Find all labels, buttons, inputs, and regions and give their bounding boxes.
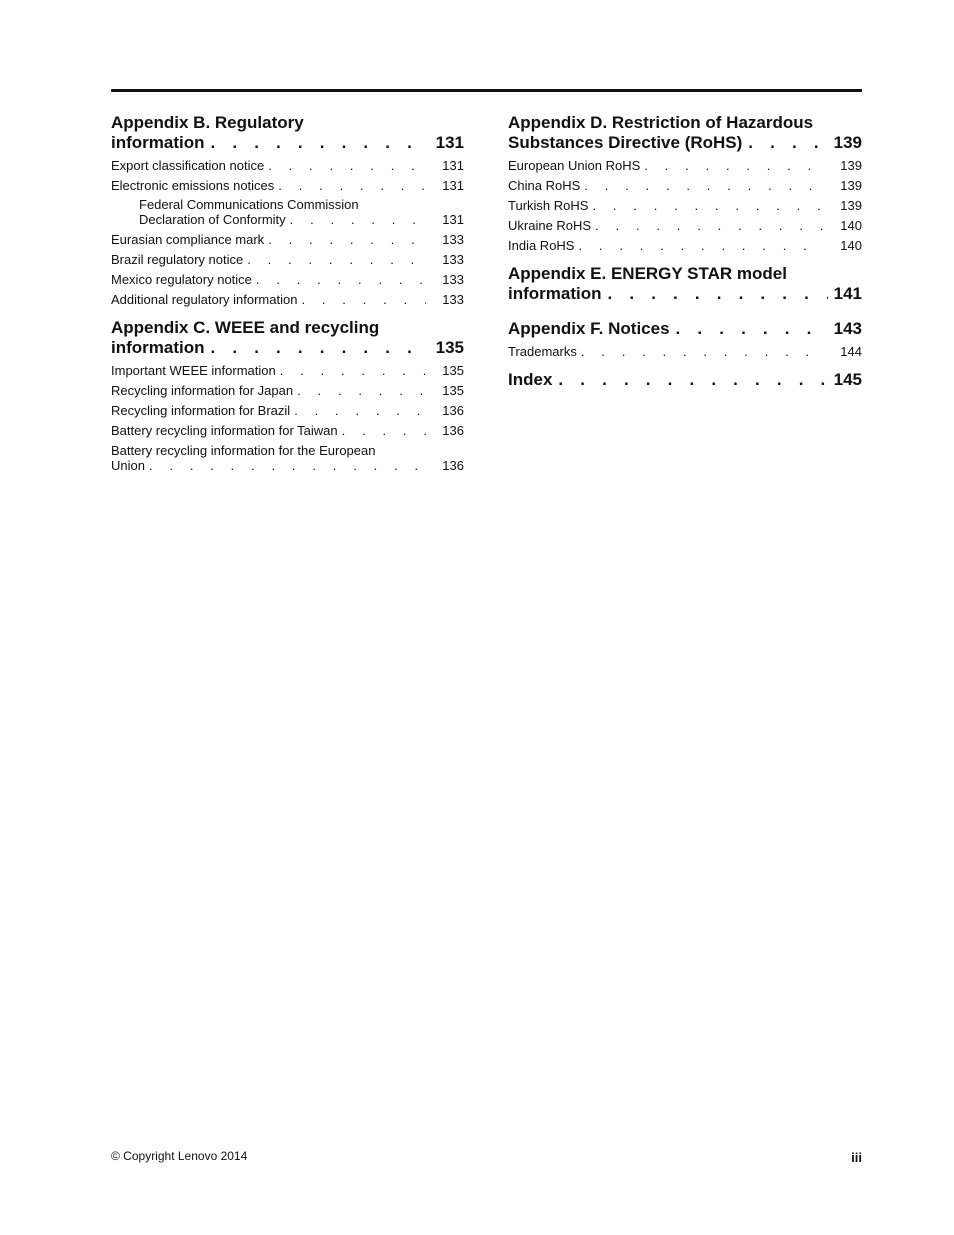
entry-page-number: 133 [442,272,464,287]
dot-leader [742,133,828,153]
toc-entry[interactable] [111,272,464,287]
toc-entry[interactable] [111,292,464,307]
entry-page-number: 139 [840,178,862,193]
entry-page-number: 144 [840,344,862,359]
toc-entry[interactable] [111,403,464,418]
toc-entry[interactable] [111,232,464,247]
entry-page-number: 140 [840,238,862,253]
section-title-line: Appendix C. WEEE and recycling [111,318,380,337]
toc-entry[interactable] [111,178,464,193]
section-title-row [111,338,464,358]
entry-page-number: 133 [442,232,464,247]
section-heading[interactable] [508,370,862,390]
toc-section [111,113,464,307]
entry-title-text: Additional regulatory information [111,292,298,307]
toc-entry[interactable] [508,158,862,173]
entry-title-row [111,232,464,247]
toc-entry[interactable] [111,363,464,378]
dot-leader [205,338,431,358]
entry-title-text: Union [111,458,145,473]
section-heading[interactable] [508,264,862,304]
entry-title-row [111,158,464,173]
section-title-row [508,319,862,339]
section-heading[interactable] [111,318,464,358]
entry-title-row [111,363,464,378]
entry-title-text: Turkish RoHS [508,198,589,213]
toc-entry[interactable] [111,197,464,227]
toc-entry[interactable] [111,252,464,267]
entry-title-row [111,383,464,398]
entry-page-number: 139 [840,158,862,173]
section-heading[interactable] [508,113,862,153]
dot-leader [588,198,824,213]
section-title-line: Appendix B. Regulatory [111,113,304,132]
section-title-text: Appendix F. Notices [508,319,670,338]
dot-leader [552,370,828,390]
dot-leader [293,383,426,398]
entry-title-row [508,218,862,233]
entry-title-row [111,403,464,418]
section-page-number: 139 [833,133,862,152]
entry-title-text: Electronic emissions notices [111,178,275,193]
entry-page-number: 131 [442,178,464,193]
section-title-row [508,284,862,304]
toc-entry[interactable] [508,218,862,233]
entry-page-number: 136 [442,403,464,418]
section-page-number: 141 [833,284,862,303]
dot-leader [205,133,431,153]
section-title-row [508,370,862,390]
entry-title-row [111,178,464,193]
entry-title-row [508,344,862,359]
toc-entry[interactable] [508,198,862,213]
dot-leader [577,344,824,359]
section-title-text: information [111,338,205,357]
entry-title-text: Mexico regulatory notice [111,272,252,287]
toc-entry[interactable] [508,178,862,193]
dot-leader [574,238,824,253]
toc-entry[interactable] [508,344,862,359]
entry-title-row [508,198,862,213]
entry-title-text: Battery recycling information for Taiwan [111,423,338,438]
entry-title-row [111,272,464,287]
section-title-row [508,133,862,153]
section-page-number: 131 [435,133,464,152]
toc-section [508,370,862,390]
dot-leader [286,212,426,227]
entry-title-text: Export classification notice [111,158,265,173]
entry-page-number: 140 [840,218,862,233]
section-title-text: Index [508,370,553,389]
toc-entry[interactable] [508,238,862,253]
entry-page-number: 133 [442,252,464,267]
section-title-row [111,133,464,153]
entry-title-text: India RoHS [508,238,575,253]
dot-leader [591,218,824,233]
toc-right-column [508,113,862,405]
dot-leader [670,319,828,339]
entry-title-row [111,252,464,267]
dot-leader [602,284,829,304]
section-page-number: 135 [435,338,464,357]
entry-page-number: 139 [840,198,862,213]
entry-title-row [111,292,464,307]
toc-entry[interactable] [111,158,464,173]
entry-title-text: China RoHS [508,178,581,193]
dot-leader [580,178,824,193]
entry-title-text: Recycling information for Japan [111,383,294,398]
entry-page-number: 136 [442,423,464,438]
entry-title-row [508,178,862,193]
section-title-text: information [111,133,205,152]
entry-title-text: Recycling information for Brazil [111,403,291,418]
entry-page-number: 131 [442,212,464,227]
entry-page-number: 135 [442,383,464,398]
toc-section [508,113,862,253]
dot-leader [297,292,426,307]
entry-page-number: 136 [442,458,464,473]
toc-left-column [111,113,464,484]
section-heading[interactable] [111,113,464,153]
dot-leader [145,458,426,473]
top-rule [111,89,862,92]
dot-leader [338,423,426,438]
entry-title-text: European Union RoHS [508,158,641,173]
entry-title-text: Declaration of Conformity [139,212,286,227]
copyright-notice: © Copyright Lenovo 2014 [111,1149,248,1163]
entry-title-text: Eurasian compliance mark [111,232,265,247]
dot-leader [640,158,824,173]
dot-leader [290,403,426,418]
section-title-line: Appendix E. ENERGY STAR model [508,264,787,283]
entry-page-number: 133 [442,292,464,307]
entry-title-text: Brazil regulatory notice [111,252,244,267]
entry-title-row [139,212,464,227]
toc-entry[interactable] [111,443,464,473]
dot-leader [276,363,426,378]
dot-leader [264,232,426,247]
section-title-line: Appendix D. Restriction of Hazardous [508,113,814,132]
section-heading[interactable] [508,319,862,339]
entry-title-line: Battery recycling information for the European [111,443,376,458]
section-title-text: Substances Directive (RoHS) [508,133,743,152]
entry-title-text: Important WEEE information [111,363,276,378]
toc-section [111,318,464,473]
toc-section [508,319,862,359]
entry-title-row [508,238,862,253]
dot-leader [252,272,426,287]
dot-leader [243,252,426,267]
entry-title-row [111,423,464,438]
entry-title-text: Ukraine RoHS [508,218,592,233]
page-number: iii [851,1150,862,1165]
section-page-number: 145 [833,370,862,389]
entry-title-text: Trademarks [508,344,577,359]
dot-leader [264,158,426,173]
toc-entry[interactable] [111,383,464,398]
toc-entry[interactable] [111,423,464,438]
dot-leader [274,178,426,193]
section-title-text: information [508,284,602,303]
entry-title-line: Federal Communications Commission [139,197,359,212]
entry-page-number: 135 [442,363,464,378]
entry-title-row [508,158,862,173]
entry-page-number: 131 [442,158,464,173]
toc-section [508,264,862,304]
entry-title-row [111,458,464,473]
section-page-number: 143 [833,319,862,338]
